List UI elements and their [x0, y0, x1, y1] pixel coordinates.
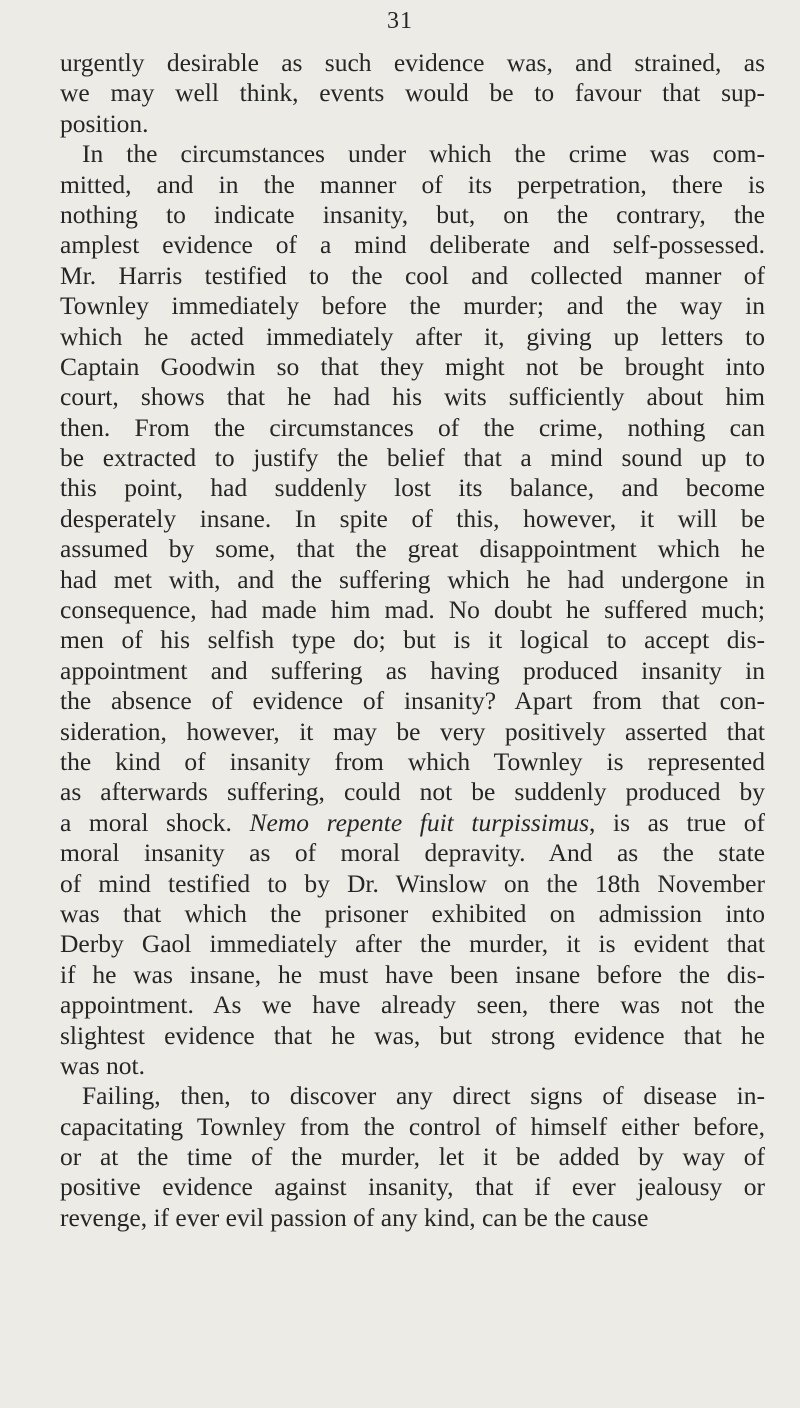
paragraph: [60, 1081, 765, 1233]
text-line: court, shows that he had his wits sufficiently about him: [60, 382, 765, 412]
text-line: Mr. Harris testified to the cool and collected manner of: [60, 260, 765, 290]
text-line: moral insanity as of moral depravity. And as the state: [60, 838, 765, 868]
text-line: mitted, and in the manner of its perpetration, there is: [60, 169, 765, 199]
text-line: we may well think, events would be to favour that sup-: [60, 78, 765, 108]
text-line: Derby Gaol immediately after the murder, it is evident that: [60, 929, 765, 959]
text-line: Failing, then, to discover any direct signs of disease in-: [82, 1081, 765, 1111]
text-line: was that which the prisoner exhibited on admission into: [60, 898, 765, 928]
text-line: desperately insane. In spite of this, however, it will be: [60, 503, 765, 533]
text-line: this point, had suddenly lost its balance, and become: [60, 473, 765, 503]
text-line: if he was insane, he must have been insane before the dis-: [60, 959, 765, 989]
text-line: Captain Goodwin so that they might not be brought into: [60, 351, 765, 381]
text-line: sideration, however, it may be very positively asserted that: [60, 716, 765, 746]
text-line: the kind of insanity from which Townley is represented: [60, 746, 765, 776]
text-line: Townley immediately before the murder; and the way in: [60, 291, 765, 321]
text-line: be extracted to justify the belief that a mind sound up to: [60, 443, 765, 473]
text-line: consequence, had made him mad. No doubt he suffered much;: [60, 595, 765, 625]
text-line: the absence of evidence of insanity? Apart from that con-: [60, 686, 765, 716]
text-line: amplest evidence of a mind deliberate and self-possessed.: [60, 230, 765, 260]
text-line: or at the time of the murder, let it be added by way of: [60, 1142, 765, 1172]
text-line: as afterwards suffering, could not be suddenly produced by: [60, 777, 765, 807]
text-line: capacitating Townley from the control of himself either before,: [60, 1111, 765, 1141]
text-line: positive evidence against insanity, that if ever jealousy or: [60, 1172, 765, 1202]
text-line: of mind testified to by Dr. Winslow on the 18th November: [60, 868, 765, 898]
paragraph: [60, 139, 765, 1081]
text-line: which he acted immediately after it, giving up letters to: [60, 321, 765, 351]
text-line: assumed by some, that the great disappointment which he: [60, 534, 765, 564]
body-text: [60, 48, 765, 1233]
text-line: nothing to indicate insanity, but, on the contrary, the: [60, 199, 765, 229]
text-line: appointment. As we have already seen, there was not the: [60, 990, 765, 1020]
text-line: a moral shock. Nemo repente fuit turpissimus, is as true of: [60, 807, 765, 837]
text-line: then. From the circumstances of the crime, nothing can: [60, 412, 765, 442]
text-line: revenge, if ever evil passion of any kind, can be the cause: [60, 1202, 649, 1232]
text-line: men of his selfish type do; but is it logical to accept dis-: [60, 625, 765, 655]
text-line: appointment and suffering as having produced insanity in: [60, 655, 765, 685]
text-line: position.: [60, 108, 149, 138]
text-line: had met with, and the suffering which he had undergone in: [60, 564, 765, 594]
text-line: In the circumstances under which the crime was com-: [82, 139, 765, 169]
paragraph: [60, 48, 765, 139]
page-number: 31: [387, 8, 413, 34]
latin-phrase: Nemo repente fuit turpissimus: [249, 807, 589, 837]
text-line: urgently desirable as such evidence was, and strained, as: [60, 48, 765, 77]
text-line: slightest evidence that he was, but strong evidence that he: [60, 1020, 765, 1050]
text-line: was not.: [60, 1050, 145, 1080]
